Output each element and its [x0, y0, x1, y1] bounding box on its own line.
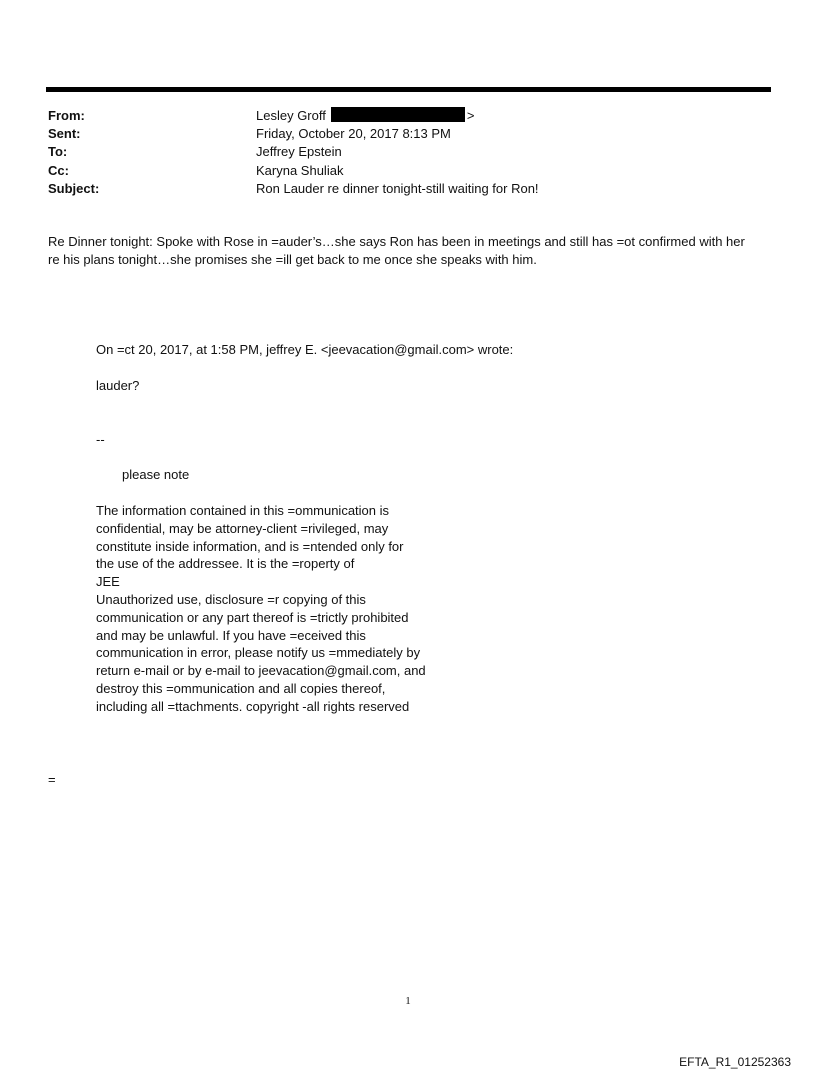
subject-row: [48, 180, 768, 198]
disclaimer-line: The information contained in this =ommunication is: [96, 503, 390, 518]
from-label: From:: [48, 108, 85, 123]
disclaimer-line: return e-mail or by e-mail to jeevacation@gmail.com, and: [96, 663, 426, 679]
disclaimer-line: destroy this =ommunication and all copies thereof,: [96, 680, 386, 696]
disclaimer-line: confidential, may be attorney-client =rivileged, may: [96, 520, 389, 536]
disclaimer-line: and may be unlawful. If you have =eceived this: [96, 627, 366, 643]
to-row: [48, 143, 768, 161]
quoted-message: lauder?: [96, 378, 140, 393]
quoted-intro: On =ct 20, 2017, at 1:58 PM, jeffrey E. <jeevacation@gmail.com> wrote:: [96, 342, 514, 357]
from-row: [48, 107, 768, 125]
body-line: Re Dinner tonight: Spoke with Rose in =auder’s…she says Ron has been in meetings and still has =ot confirmed with her: [48, 234, 745, 249]
confidentiality-disclaimer: [96, 502, 426, 716]
disclaimer-line: constitute inside information, and is =ntended only for: [96, 538, 404, 554]
disclaimer-line: communication or any part thereof is =trictly prohibited: [96, 609, 409, 625]
disclaimer-line: communication in error, please notify us =mmediately by: [96, 645, 421, 661]
subject-value: Ron Lauder re dinner tonight-still waiting for Ron!: [256, 180, 539, 196]
cc-value: Karyna Shuliak: [256, 162, 344, 178]
from-name: Lesley Groff: [256, 108, 326, 123]
from-value: [256, 107, 768, 125]
redaction-bar: [331, 107, 465, 122]
sent-value: Friday, October 20, 2017 8:13 PM: [256, 126, 451, 142]
disclaimer-line: the use of the addressee. It is the =roperty of: [96, 556, 355, 572]
disclaimer-line: including all =ttachments. copyright -all rights reserved: [96, 698, 410, 714]
cc-row: [48, 162, 768, 180]
disclaimer-line: JEE: [96, 574, 120, 590]
to-label: To:: [48, 144, 68, 160]
header-rule: [46, 87, 771, 92]
please-note: please note: [122, 467, 190, 482]
subject-label: Subject:: [48, 180, 100, 196]
disclaimer-line: Unauthorized use, disclosure =r copying of this: [96, 591, 366, 607]
email-header: [48, 107, 768, 198]
trailing-mark: =: [48, 772, 56, 787]
signature-separator: --: [96, 432, 105, 447]
sent-row: [48, 125, 768, 143]
page-number: 1: [405, 995, 411, 1007]
cc-label: Cc:: [48, 162, 69, 178]
to-value: Jeffrey Epstein: [256, 144, 342, 160]
document-id: EFTA_R1_01252363: [679, 1055, 791, 1069]
body-line: re his plans tonight…she promises she =ill get back to me once she speaks with him.: [48, 251, 537, 267]
from-close: >: [466, 108, 475, 123]
sent-label: Sent:: [48, 126, 81, 142]
message-body: [48, 233, 745, 269]
